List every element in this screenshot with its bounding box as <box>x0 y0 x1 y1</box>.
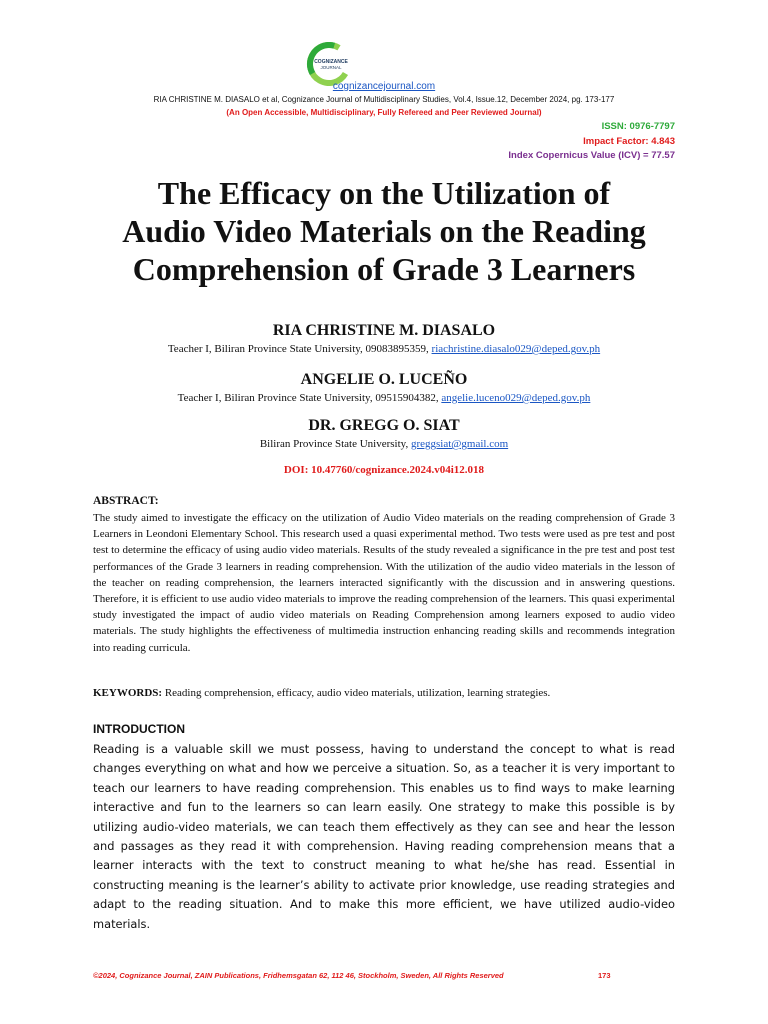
author-affiliation <box>0 437 768 451</box>
cognizance-journal-logo <box>298 42 360 86</box>
page-number: 173 <box>598 971 611 980</box>
author-name: RIA CHRISTINE M. DIASALO <box>272 322 496 339</box>
author-email-link[interactable]: greggsiat@gmail.com <box>410 438 509 450</box>
affiliation-text: Teacher I, Biliran Province State University, 09515904382, <box>177 392 442 404</box>
introduction-body: Reading is a valuable skill we must possess, having to understand the concept to what is read changes everything on what and how we perceive a situation. So, as a teacher it is very important to teach our learners to have reading comprehension. This enables us to find ways to make learning interactive and fun to the learners so can learn easily. One strategy to make this possible is by utilizing audio-video materials, we can teach them effectively as they can see and hear the lesson and passages as they read it with comprehension. Having reading comprehension means that a learner interacts with the text to construct meaning to what he/she has read. Essential in constructing meaning is the learner’s ability to activate prior knowledge, use reading strategies and adapt to the reading situation. And to make this more efficient, we have utilized audio-video materials. <box>93 742 675 931</box>
paper-title <box>60 174 708 288</box>
logo-text-top: COGNIZANCE <box>314 59 348 65</box>
journal-website-link[interactable]: cognizancejournal.com <box>332 81 436 92</box>
author-block <box>0 322 768 356</box>
author-block <box>0 371 768 405</box>
citation-line: RIA CHRISTINE M. DIASALO et al, Cognizance Journal of Multidisciplinary Studies, Vol.4, Issue.12, December 2024, pg. 173-177 <box>153 95 615 104</box>
footer-copyright: ©2024, Cognizance Journal, ZAIN Publications, Fridhemsgatan 62, 112 46, Stockholm, Sweden, All Rights Reserved <box>93 971 504 980</box>
icv-value: Index Copernicus Value (ICV) = 77.57 <box>508 150 675 161</box>
affiliation-text: Biliran Province State University, <box>259 438 411 450</box>
issn: ISSN: 0976-7797 <box>601 121 675 132</box>
impact-factor: Impact Factor: 4.843 <box>583 136 675 147</box>
keywords-text: Reading comprehension, efficacy, audio video materials, utilization, learning strategies. <box>162 687 551 699</box>
keywords <box>93 686 675 700</box>
author-name: ANGELIE O. LUCEÑO <box>300 371 468 388</box>
author-affiliation <box>0 342 768 356</box>
title-line: Audio Video Materials on the Reading <box>122 213 646 249</box>
abstract-heading: ABSTRACT: <box>93 495 159 507</box>
author-block <box>0 417 768 451</box>
logo-text-bottom: JOURNAL <box>320 65 342 70</box>
introduction-heading: INTRODUCTION <box>93 722 185 736</box>
open-access-note: (An Open Accessible, Multidisciplinary, Fully Refereed and Peer Reviewed Journal) <box>226 108 542 117</box>
doi[interactable]: DOI: 10.47760/cognizance.2024.v04i12.018 <box>283 464 485 476</box>
keywords-label: KEYWORDS: <box>93 687 163 699</box>
author-affiliation <box>0 391 768 405</box>
abstract-body: The study aimed to investigate the efficacy on the utilization of Audio Video materials on the reading comprehension of Grade 3 Learners in Leondoni Elementary School. This research used a quasi experimental method. Two tests were used as pre test and post test to determine the efficacy of using audio video materials. Results of the study revealed a significance in the pre test and post test performances of the Grade 3 learners in reading comprehension. With the utilization of the audio video materials in the lesson of the teacher on reading comprehension, the learners interacted significantly with the discussion and in answering questions. Therefore, it is efficient to use audio video materials to improve the reading comprehension of the learners. This quasi experimental study investigated the impact of audio video materials on Reading Comprehension among learners exposed to audio video materials. The study highlights the effectiveness of multimedia instruction enhancing reading skills and recommends integration into reading curricula. <box>93 512 675 654</box>
title-line: Comprehension of Grade 3 Learners <box>132 251 636 287</box>
title-line: The Efficacy on the Utilization of <box>157 175 611 211</box>
author-name: DR. GREGG O. SIAT <box>308 417 460 434</box>
author-email-link[interactable]: riachristine.diasalo029@deped.gov.ph <box>431 343 601 355</box>
affiliation-text: Teacher I, Biliran Province State University, 09083895359, <box>167 343 432 355</box>
author-email-link[interactable]: angelie.luceno029@deped.gov.ph <box>441 392 591 404</box>
